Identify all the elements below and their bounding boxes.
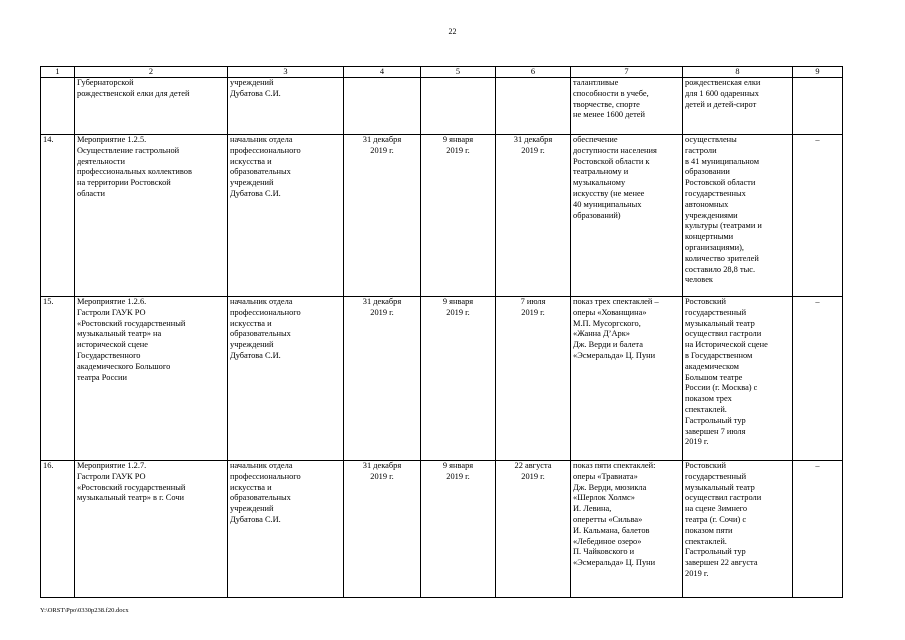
planned-end-cell: 9 января 2019 г. bbox=[421, 297, 496, 461]
actual-end-cell: 31 декабря 2019 г. bbox=[496, 135, 571, 297]
row-number-cell: 16. bbox=[41, 461, 75, 598]
table-row bbox=[41, 135, 843, 297]
actual-end-cell: 22 августа 2019 г. bbox=[496, 461, 571, 598]
event-cell: Мероприятие 1.2.6. Гастроли ГАУК РО «Ростовский государственный музыкальный театр» на исторической сцене Государственного академического Большого театра России bbox=[75, 297, 228, 461]
table-row bbox=[41, 461, 843, 598]
column-header: 4 bbox=[344, 67, 421, 78]
planned-start-cell: 31 декабря 2019 г. bbox=[344, 461, 421, 598]
actual-result-cell: Ростовский государственный музыкальный театр осуществил гастроли на Исторической сцене в Государственном академическом Большом театре России (г. Москва) с показом трех спектаклей. Гастрольный тур завершен 7 июля 2019 г. bbox=[683, 297, 793, 461]
planned-end-cell: 9 января 2019 г. bbox=[421, 461, 496, 598]
row-number-cell: 14. bbox=[41, 135, 75, 297]
planned-start-cell: 31 декабря 2019 г. bbox=[344, 135, 421, 297]
column-header: 2 bbox=[75, 67, 228, 78]
expected-result-cell: обеспечение доступности населения Ростовской области к театральному и музыкальному искусству (не менее 40 муниципальных образований) bbox=[571, 135, 683, 297]
notes-cell bbox=[793, 78, 843, 135]
expected-result-cell: показ пяти спектаклей: оперы «Травиата» Дж. Верди, мюзикла «Шерлок Холмс» И. Левина, оперетты «Сильва» И. Кальмана, балетов «Лебединое озеро» П. Чайковского и «Эсмеральда» Ц. Пуни bbox=[571, 461, 683, 598]
notes-cell: – bbox=[793, 297, 843, 461]
expected-result-cell: показ трех спектаклей – оперы «Хованщина» М.П. Мусоргского, «Жанна Д’Арк» Дж. Верди и балета «Эсмеральда» Ц. Пуни bbox=[571, 297, 683, 461]
event-cell: Мероприятие 1.2.5. Осуществление гастрольной деятельности профессиональных коллективов на территории Ростовской области bbox=[75, 135, 228, 297]
footer-file-path: Y:\ORST\Ppo\0330p238.f20.docx bbox=[40, 607, 129, 614]
planned-end-cell: 9 января 2019 г. bbox=[421, 135, 496, 297]
table-header-row bbox=[41, 67, 843, 78]
expected-result-cell: талантливые способности в учебе, творчестве, спорте не менее 1600 детей bbox=[571, 78, 683, 135]
notes-cell: – bbox=[793, 461, 843, 598]
actual-end-cell bbox=[496, 78, 571, 135]
page-number: 22 bbox=[448, 27, 457, 36]
actual-result-cell: осуществлены гастроли в 41 муниципальном образовании Ростовской области государственных автономных учреждениями культуры (театрами и концертными организациями), количество зрителей составило 28,8 тыс. человек bbox=[683, 135, 793, 297]
planned-end-cell bbox=[421, 78, 496, 135]
planned-start-cell: 31 декабря 2019 г. bbox=[344, 297, 421, 461]
actual-result-cell: рождественская елки для 1 600 одаренных детей и детей-сирот bbox=[683, 78, 793, 135]
column-header: 9 bbox=[793, 67, 843, 78]
table-row bbox=[41, 78, 843, 135]
column-header: 3 bbox=[228, 67, 344, 78]
column-header: 8 bbox=[683, 67, 793, 78]
responsible-cell: начальник отдела профессионального искусства и образовательных учреждений Дубатова С.И. bbox=[228, 461, 344, 598]
column-header: 7 bbox=[571, 67, 683, 78]
column-header: 5 bbox=[421, 67, 496, 78]
row-number-cell: 15. bbox=[41, 297, 75, 461]
responsible-cell: начальник отдела профессионального искусства и образовательных учреждений Дубатова С.И. bbox=[228, 297, 344, 461]
report-table bbox=[40, 66, 843, 598]
actual-end-cell: 7 июля 2019 г. bbox=[496, 297, 571, 461]
table-row bbox=[41, 297, 843, 461]
event-cell: Мероприятие 1.2.7. Гастроли ГАУК РО «Ростовский государственный музыкальный театр» в г. Сочи bbox=[75, 461, 228, 598]
notes-cell: – bbox=[793, 135, 843, 297]
row-number-cell bbox=[41, 78, 75, 135]
planned-start-cell bbox=[344, 78, 421, 135]
column-header: 6 bbox=[496, 67, 571, 78]
event-cell: Губернаторской рождественской елки для детей bbox=[75, 78, 228, 135]
actual-result-cell: Ростовский государственный музыкальный театр осуществил гастроли на сцене Зимнего театра (г. Сочи) с показом пяти спектаклей. Гастрольный тур завершен 22 августа 2019 г. bbox=[683, 461, 793, 598]
responsible-cell: учреждений Дубатова С.И. bbox=[228, 78, 344, 135]
responsible-cell: начальник отдела профессионального искусства и образовательных учреждений Дубатова С.И. bbox=[228, 135, 344, 297]
column-header: 1 bbox=[41, 67, 75, 78]
